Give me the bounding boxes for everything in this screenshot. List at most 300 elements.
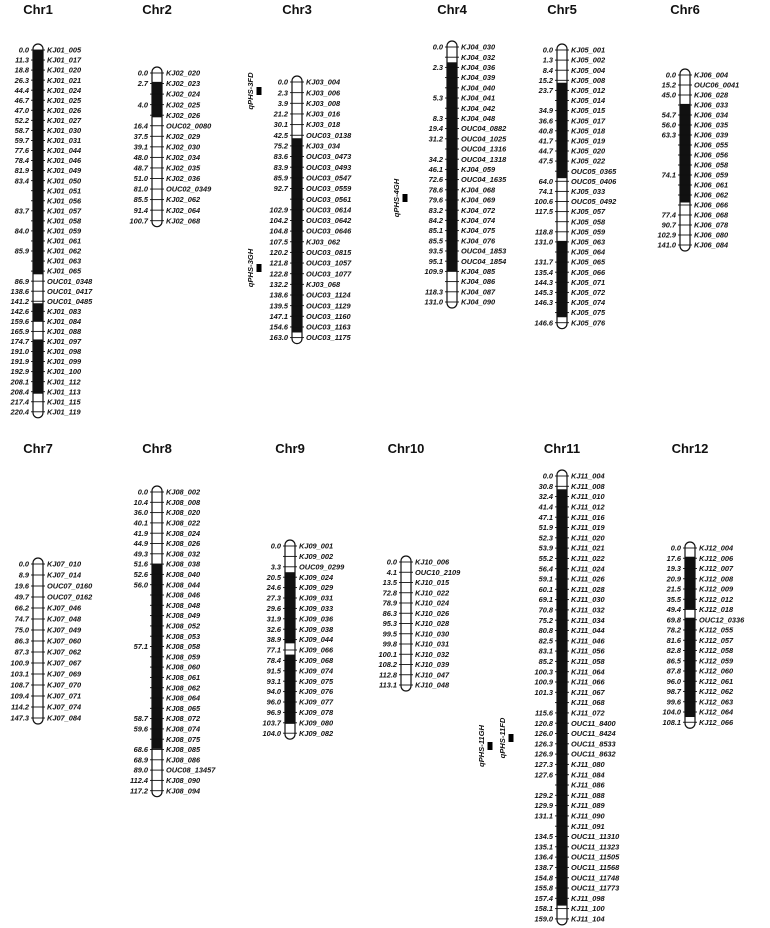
marker-label: KJ08_052: [166, 621, 201, 631]
marker-label: KJ01_021: [47, 75, 82, 85]
locus-position: 141.0: [657, 240, 676, 250]
marker-label: OUC06_0041: [694, 80, 740, 90]
marker-label: KJ08_064: [166, 693, 201, 703]
marker-label: KJ11_056: [571, 646, 605, 656]
marker-label: KJ02_035: [166, 163, 201, 173]
locus-position: 29.6: [266, 604, 281, 613]
locus-position: 99.5: [382, 629, 397, 639]
locus-position: 2.3: [277, 88, 288, 98]
locus-position: 0.0: [432, 42, 443, 52]
chromosome-chr11: [535, 441, 621, 925]
locus-position: 139.5: [269, 301, 288, 311]
marker-label: KJ08_026: [166, 539, 201, 549]
locus-position: 131.0: [534, 237, 553, 247]
chromosome-title: Chr4: [437, 2, 467, 17]
marker-label: OUC03_0561: [306, 194, 352, 204]
locus-position: 86.3: [382, 608, 397, 618]
locus-position: 52.2: [14, 115, 29, 125]
marker-label: KJ08_059: [166, 652, 201, 662]
locus-position: 46.1: [428, 165, 443, 174]
locus-position: 3.3: [270, 562, 281, 572]
locus-position: 159.0: [534, 914, 553, 924]
marker-label: KJ01_030: [47, 126, 82, 135]
locus-position: 109.9: [424, 267, 443, 276]
marker-label: KJ10_048: [415, 680, 450, 690]
marker-label: KJ01_057: [47, 206, 82, 216]
locus-position: 78.2: [666, 625, 681, 635]
locus-position: 127.3: [534, 760, 553, 769]
locus-position: 101.3: [534, 687, 553, 697]
marker-label: KJ02_062: [166, 195, 201, 205]
locus-position: 68.9: [133, 755, 148, 765]
locus-position: 3.9: [277, 98, 288, 108]
marker-label: OUC11_11323: [571, 842, 620, 852]
marker-label: OUC03_0138: [306, 130, 352, 140]
locus-position: 27.3: [266, 593, 281, 603]
marker-label: OUC11_11310: [571, 832, 620, 842]
marker-label: KJ04_090: [461, 297, 496, 307]
qtl-qphs-3gh: [246, 248, 262, 287]
locus-position: 104.2: [269, 216, 288, 226]
marker-label: KJ07_062: [47, 647, 82, 657]
marker-label: KJ01_062: [47, 246, 82, 256]
locus-position: 147.3: [10, 713, 29, 723]
marker-label: KJ11_100: [571, 904, 605, 914]
marker-label: OUC03_1124: [306, 290, 351, 300]
locus-position: 0.0: [542, 471, 553, 481]
locus-position: 16.4: [133, 121, 148, 131]
marker-label: KJ09_066: [299, 645, 334, 655]
marker-label: OUC02_0349: [166, 184, 212, 194]
locus-position: 55.2: [538, 554, 553, 563]
locus-position: 0.0: [18, 559, 29, 569]
locus-position: 4.1: [386, 567, 397, 577]
marker-label: KJ05_018: [571, 126, 606, 136]
marker-label: KJ12_062: [699, 687, 734, 697]
locus-position: 78.6: [428, 185, 443, 195]
marker-label: OUC09_0299: [299, 562, 345, 572]
locus-position: 83.2: [428, 205, 443, 215]
marker-label: KJ04_072: [461, 205, 496, 215]
locus-position: 58.7: [133, 714, 148, 724]
marker-label: KJ07_084: [47, 713, 82, 723]
locus-position: 103.7: [262, 718, 281, 728]
locus-position: 54.7: [661, 110, 676, 120]
marker-label: KJ11_088: [571, 790, 605, 800]
marker-label: KJ06_028: [694, 90, 729, 100]
locus-position: 159.6: [10, 316, 29, 326]
locus-position: 114.2: [11, 702, 29, 712]
locus-position: 132.2: [269, 279, 288, 289]
marker-label: KJ01_065: [47, 266, 82, 276]
locus-position: 21.2: [273, 109, 288, 119]
locus-position: 100.7: [129, 216, 148, 226]
marker-label: OUC03_1077: [306, 269, 352, 279]
marker-label: KJ06_033: [694, 100, 729, 110]
marker-label: KJ05_076: [571, 318, 606, 328]
marker-label: KJ02_020: [166, 68, 201, 78]
marker-label: KJ05_072: [571, 288, 606, 297]
locus-position: 83.7: [14, 206, 29, 216]
locus-position: 96.0: [666, 676, 681, 686]
marker-label: KJ09_038: [299, 624, 334, 634]
marker-label: KJ08_086: [166, 755, 201, 765]
marker-label: KJ11_020: [571, 533, 605, 543]
locus-position: 85.1: [428, 226, 443, 236]
marker-label: KJ11_066: [571, 677, 605, 687]
qtl-marker: [488, 742, 493, 750]
marker-label: KJ11_072: [571, 708, 605, 718]
marker-label: KJ01_027: [47, 115, 82, 125]
marker-label: KJ08_046: [166, 590, 201, 600]
marker-label: KJ03_018: [306, 120, 341, 130]
marker-label: KJ11_104: [571, 914, 605, 924]
locus-position: 31.9: [266, 614, 281, 624]
locus-position: 131.0: [424, 297, 443, 307]
locus-position: 191.0: [10, 347, 29, 357]
locus-position: 141.2: [10, 296, 29, 306]
locus-position: 75.2: [273, 141, 288, 151]
marker-label: OUC10_2109: [415, 567, 461, 577]
marker-label: KJ06_062: [694, 190, 729, 200]
chromosome-chr9: [263, 441, 346, 739]
marker-label: OUC03_0815: [306, 248, 352, 257]
locus-position: 191.9: [10, 357, 29, 367]
marker-label: KJ01_113: [47, 387, 81, 397]
marker-label: KJ06_059: [694, 170, 729, 180]
locus-position: 94.0: [266, 687, 281, 697]
locus-position: 134.5: [534, 832, 553, 842]
locus-position: 69.8: [666, 615, 681, 625]
locus-position: 117.5: [535, 207, 553, 217]
locus-position: 47.1: [538, 512, 553, 522]
locus-position: 87.3: [14, 647, 29, 657]
marker-label: OUC11_8533: [571, 739, 616, 749]
marker-label: KJ07_074: [47, 702, 82, 712]
marker-label: OUC03_0614: [306, 205, 352, 215]
dense-band: [34, 303, 43, 321]
marker-label: KJ10_024: [415, 598, 450, 608]
chromosome-chr4: [425, 2, 508, 308]
marker-label: KJ05_014: [571, 96, 606, 106]
marker-label: KJ05_065: [571, 257, 606, 267]
locus-position: 0.0: [665, 70, 676, 80]
locus-position: 136.4: [534, 852, 553, 862]
locus-position: 40.8: [538, 126, 553, 136]
marker-label: KJ11_016: [571, 512, 605, 522]
locus-position: 0.0: [542, 45, 553, 55]
locus-position: 52.6: [133, 570, 148, 579]
marker-label: KJ01_058: [47, 216, 82, 226]
marker-label: KJ04_030: [461, 42, 496, 52]
locus-position: 108.2: [378, 660, 397, 670]
marker-label: KJ12_057: [699, 635, 734, 645]
marker-label: KJ07_014: [47, 570, 82, 580]
marker-label: OUC03_0493: [306, 162, 352, 172]
chromosome-title: Chr12: [671, 441, 709, 456]
locus-position: 118.3: [425, 287, 443, 297]
marker-label: KJ08_024: [166, 528, 201, 538]
locus-position: 81.9: [14, 166, 29, 176]
marker-label: KJ11_010: [571, 492, 605, 502]
marker-label: KJ04_076: [461, 236, 496, 246]
locus-position: 75.0: [14, 625, 29, 635]
dense-band: [448, 62, 457, 271]
qtl-marker: [509, 734, 514, 742]
marker-label: KJ01_059: [47, 226, 82, 236]
marker-label: KJ12_006: [699, 553, 734, 563]
locus-position: 80.8: [538, 626, 553, 636]
marker-label: KJ07_046: [47, 603, 82, 613]
locus-position: 99.8: [382, 639, 397, 649]
marker-label: KJ04_040: [461, 83, 496, 93]
qtl-marker: [403, 194, 408, 202]
marker-label: KJ01_051: [47, 186, 82, 196]
locus-position: 100.3: [534, 667, 553, 677]
locus-position: 21.5: [666, 584, 681, 594]
locus-position: 26.3: [14, 75, 29, 85]
locus-position: 147.1: [269, 311, 288, 321]
marker-label: OUC11_8400: [571, 718, 616, 728]
locus-position: 108.1: [662, 717, 681, 727]
marker-label: KJ10_006: [415, 557, 450, 567]
chromosome-chr6: [658, 2, 740, 251]
chromosome-chr3: [270, 2, 353, 344]
locus-position: 100.9: [10, 658, 29, 668]
marker-label: OUC03_1057: [306, 258, 352, 268]
locus-position: 47.0: [14, 105, 29, 115]
marker-label: OUC04_1316: [461, 144, 507, 154]
marker-label: KJ10_028: [415, 619, 450, 629]
marker-label: KJ01_084: [47, 316, 82, 326]
marker-label: KJ07_010: [47, 559, 82, 569]
marker-label: KJ09_077: [299, 697, 334, 707]
locus-position: 85.5: [428, 236, 443, 246]
chromosome-chr5: [535, 2, 618, 329]
marker-label: KJ01_061: [47, 236, 82, 246]
marker-label: KJ11_091: [571, 821, 605, 831]
marker-label: KJ01_097: [47, 337, 82, 347]
marker-label: KJ03_034: [306, 141, 341, 151]
marker-label: KJ09_001: [299, 541, 334, 551]
locus-position: 20.5: [266, 572, 281, 582]
locus-position: 19.3: [666, 564, 681, 574]
locus-position: 57.1: [133, 642, 148, 652]
marker-label: KJ06_034: [694, 110, 729, 120]
locus-position: 121.8: [269, 258, 288, 268]
marker-label: KJ07_067: [47, 658, 82, 668]
marker-label: KJ04_048: [461, 114, 496, 123]
marker-label: OUC05_0406: [571, 176, 617, 186]
locus-position: 158.1: [534, 904, 553, 914]
locus-position: 56.0: [661, 120, 676, 130]
marker-label: KJ11_032: [571, 605, 605, 615]
marker-label: OUC03_1175: [306, 333, 351, 343]
marker-label: OUC07_0162: [47, 592, 93, 602]
marker-label: KJ03_004: [306, 77, 341, 87]
locus-position: 1.3: [542, 55, 553, 65]
marker-label: KJ11_019: [571, 523, 605, 533]
locus-position: 59.1: [538, 574, 553, 584]
marker-label: OUC11_8632: [571, 749, 616, 759]
locus-position: 70.8: [538, 605, 553, 615]
marker-label: OUC01_0348: [47, 276, 93, 286]
marker-label: KJ08_058: [166, 642, 201, 652]
marker-label: KJ07_048: [47, 614, 82, 624]
marker-label: KJ06_056: [694, 150, 729, 160]
locus-position: 98.7: [666, 687, 681, 697]
marker-label: KJ11_068: [571, 698, 605, 708]
locus-position: 75.2: [538, 615, 553, 625]
marker-label: OUC11_11748: [571, 873, 620, 883]
locus-position: 77.1: [266, 645, 281, 655]
marker-label: KJ01_063: [47, 256, 82, 266]
locus-position: 108.7: [10, 680, 29, 690]
marker-label: KJ01_024: [47, 85, 82, 95]
chromosome-chr12: [663, 441, 746, 728]
locus-position: 146.3: [534, 298, 553, 308]
locus-position: 117.2: [130, 786, 148, 796]
locus-position: 48.0: [133, 153, 148, 162]
locus-position: 18.8: [14, 65, 29, 75]
marker-label: OUC03_0559: [306, 184, 352, 194]
marker-label: KJ12_058: [699, 646, 734, 656]
chromosome-chr8: [130, 441, 216, 797]
locus-position: 96.0: [266, 697, 281, 707]
marker-label: KJ05_074: [571, 298, 606, 308]
locus-position: 44.9: [133, 539, 148, 549]
marker-label: KJ08_038: [166, 559, 201, 569]
marker-label: KJ01_100: [47, 367, 82, 377]
locus-position: 36.0: [133, 508, 148, 518]
locus-position: 0.0: [277, 77, 288, 87]
locus-position: 44.4: [14, 85, 29, 95]
marker-label: KJ08_044: [166, 580, 201, 590]
locus-position: 93.1: [266, 676, 281, 686]
marker-label: OUC04_1635: [461, 175, 507, 185]
locus-position: 77.6: [14, 146, 29, 156]
locus-position: 34.9: [538, 106, 553, 116]
locus-position: 45.0: [661, 90, 676, 100]
locus-position: 49.3: [133, 549, 148, 559]
locus-position: 154.6: [269, 322, 288, 332]
marker-label: KJ05_058: [571, 217, 606, 227]
marker-label: KJ06_058: [694, 160, 729, 170]
locus-position: 46.7: [14, 95, 29, 105]
locus-position: 174.7: [10, 337, 29, 347]
marker-label: KJ04_068: [461, 185, 496, 195]
locus-position: 78.4: [266, 656, 281, 665]
locus-position: 100.6: [534, 197, 553, 207]
locus-position: 56.4: [538, 564, 553, 574]
locus-position: 154.8: [534, 873, 553, 883]
locus-position: 49.7: [14, 592, 29, 602]
marker-label: KJ05_008: [571, 75, 606, 85]
marker-label: KJ03_006: [306, 88, 341, 98]
locus-position: 95.3: [382, 619, 397, 629]
locus-position: 74.1: [661, 170, 676, 180]
marker-label: KJ09_002: [299, 552, 334, 561]
marker-label: KJ08_053: [166, 631, 201, 641]
locus-position: 104.8: [269, 226, 288, 236]
marker-label: OUC03_1163: [306, 322, 351, 332]
marker-label: KJ11_046: [571, 636, 605, 646]
marker-label: KJ02_026: [166, 110, 201, 120]
marker-label: KJ08_048: [166, 600, 201, 610]
marker-label: OUC04_0882: [461, 124, 507, 134]
locus-position: 8.4: [542, 65, 553, 75]
locus-position: 8.3: [432, 114, 443, 123]
marker-label: KJ11_098: [571, 893, 605, 903]
marker-label: KJ01_046: [47, 156, 82, 166]
marker-label: KJ09_029: [299, 583, 334, 593]
marker-label: OUC07_0160: [47, 581, 93, 591]
marker-label: KJ11_028: [571, 584, 605, 594]
marker-label: KJ10_032: [415, 649, 450, 659]
marker-label: KJ09_076: [299, 687, 334, 697]
marker-label: KJ11_008: [571, 481, 605, 491]
marker-label: KJ09_031: [299, 593, 334, 603]
marker-label: OUC01_0417: [47, 286, 93, 296]
locus-position: 68.6: [133, 745, 148, 755]
qtl-label: qPHS-3FD: [246, 72, 255, 110]
locus-position: 19.6: [14, 581, 29, 591]
locus-position: 78.4: [14, 156, 29, 166]
marker-label: KJ10_015: [415, 578, 450, 588]
marker-label: KJ02_023: [166, 79, 201, 89]
locus-position: 59.7: [14, 136, 29, 146]
locus-position: 56.0: [133, 580, 148, 590]
marker-label: KJ06_068: [694, 210, 729, 220]
locus-position: 129.2: [534, 790, 553, 800]
locus-position: 102.9: [269, 205, 288, 215]
marker-label: KJ01_049: [47, 166, 82, 176]
locus-position: 0.0: [270, 541, 281, 551]
marker-label: KJ12_063: [699, 697, 734, 707]
chromosome-title: Chr5: [547, 2, 577, 17]
locus-position: 64.0: [538, 176, 553, 186]
locus-position: 138.6: [10, 286, 29, 296]
marker-label: KJ12_059: [699, 656, 734, 666]
marker-label: KJ06_039: [694, 130, 729, 140]
locus-position: 86.5: [666, 656, 681, 666]
locus-position: 79.6: [428, 195, 443, 205]
locus-position: 15.2: [661, 80, 676, 90]
locus-position: 42.5: [273, 130, 288, 140]
marker-label: KJ01_031: [47, 136, 82, 146]
marker-label: KJ05_001: [571, 45, 606, 55]
locus-position: 208.1: [10, 377, 29, 387]
chromosome-title: Chr7: [23, 441, 53, 456]
marker-label: KJ12_012: [699, 594, 734, 604]
marker-label: KJ01_088: [47, 327, 82, 336]
chromosome-chr7: [11, 441, 94, 724]
marker-label: KJ01_119: [47, 407, 81, 417]
locus-position: 32.6: [266, 624, 281, 634]
marker-label: KJ08_002: [166, 487, 201, 497]
marker-label: KJ05_002: [571, 55, 606, 65]
locus-position: 138.7: [534, 863, 553, 872]
locus-position: 113.1: [379, 680, 397, 690]
locus-position: 82.5: [538, 636, 553, 646]
locus-position: 85.9: [273, 173, 288, 183]
marker-label: OUC03_0646: [306, 226, 352, 236]
qtl-label: qPHS-11FD: [498, 717, 507, 759]
locus-position: 138.6: [269, 290, 288, 300]
locus-position: 135.4: [534, 267, 553, 277]
marker-label: KJ11_021: [571, 543, 605, 553]
locus-position: 11.3: [15, 55, 29, 65]
